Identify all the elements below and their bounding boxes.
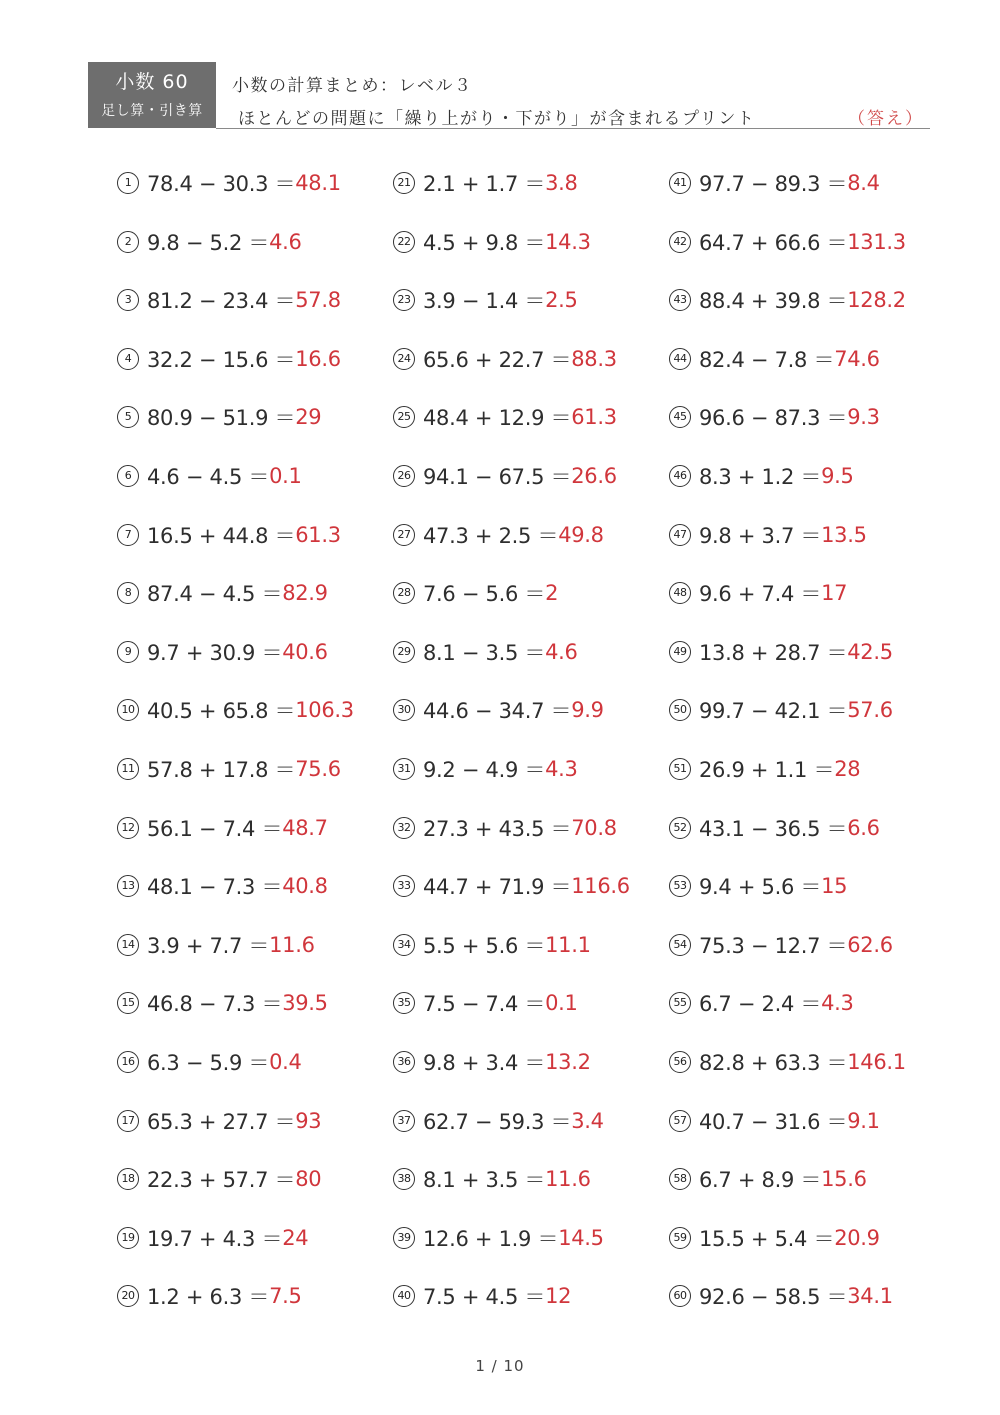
problem-item <box>117 749 341 789</box>
problem-answer: 13.2 <box>545 1050 591 1074</box>
problem-item <box>669 163 880 203</box>
problem-expression: 94.1 − 67.5 ＝ <box>423 465 572 489</box>
problem-number: 4 <box>117 348 139 370</box>
problem-number: 18 <box>117 1168 139 1190</box>
problem-expression: 12.6 + 1.9 ＝ <box>423 1226 559 1251</box>
problem-number: 13 <box>117 875 139 897</box>
problem-expression: 44.6 − 34.7 ＝ <box>423 699 572 724</box>
problem-number: 28 <box>393 582 415 604</box>
problem-answer: 128.2 <box>847 288 906 313</box>
problem-answer: 9.9 <box>571 698 604 723</box>
problem-answer: 28 <box>834 757 861 781</box>
problem-number: 17 <box>117 1110 139 1132</box>
problem-item <box>117 1218 308 1258</box>
problem-item <box>669 339 880 379</box>
problem-number: 46 <box>669 465 691 487</box>
problem-answer: 2 <box>545 581 559 606</box>
problem-expression: 9.8 − 5.2 ＝ <box>147 230 270 255</box>
problem-answer: 57.8 <box>295 288 341 313</box>
problem-expression: 82.8 + 63.3 ＝ <box>699 1051 848 1075</box>
problem-expression: 75.3 − 12.7 ＝ <box>699 933 848 958</box>
problem-answer: 16.6 <box>295 346 341 371</box>
problem-answer: 20.9 <box>834 1225 880 1250</box>
problem-expression: 9.7 + 30.9 ＝ <box>147 640 283 665</box>
problem-expression: 92.6 − 58.5 ＝ <box>699 1285 848 1310</box>
problem-expression: 81.2 − 23.4 ＝ <box>147 289 296 314</box>
problem-expression: 48.4 + 12.9 ＝ <box>423 406 572 431</box>
problem-number: 51 <box>669 758 691 780</box>
problem-number: 24 <box>393 348 415 370</box>
problem-number: 53 <box>669 875 691 897</box>
problem-item <box>669 573 847 613</box>
problem-number: 37 <box>393 1110 415 1132</box>
level-badge <box>88 62 216 128</box>
problem-answer: 61.3 <box>295 522 341 547</box>
problem-answer: 61.3 <box>571 405 617 430</box>
problem-expression: 96.6 − 87.3 ＝ <box>699 406 848 431</box>
problem-answer: 11.6 <box>545 1167 591 1192</box>
problem-number: 30 <box>393 699 415 721</box>
problem-answer: 74.6 <box>834 346 880 371</box>
problem-expression: 2.1 + 1.7 ＝ <box>423 172 546 196</box>
problem-number: 54 <box>669 934 691 956</box>
problem-expression: 6.7 + 8.9 ＝ <box>699 1168 822 1193</box>
problem-item <box>669 925 893 965</box>
problem-expression: 16.5 + 44.8 ＝ <box>147 523 296 548</box>
problem-item <box>393 1218 604 1258</box>
problem-item <box>117 1159 321 1199</box>
problem-number: 26 <box>393 465 415 487</box>
problem-expression: 78.4 − 30.3 ＝ <box>147 172 296 196</box>
problem-expression: 56.1 − 7.4 ＝ <box>147 816 283 841</box>
problem-expression: 40.7 − 31.6 ＝ <box>699 1109 848 1134</box>
problem-number: 9 <box>117 641 139 663</box>
problem-answer: 15.6 <box>821 1167 867 1192</box>
problem-item <box>669 397 880 437</box>
problem-item <box>669 222 906 262</box>
problem-answer: 24 <box>282 1225 309 1250</box>
problem-answer: 2.5 <box>545 288 578 313</box>
problem-number: 43 <box>669 289 691 311</box>
problem-number: 5 <box>117 406 139 428</box>
problem-expression: 3.9 + 7.7 ＝ <box>147 933 270 958</box>
problem-item <box>669 632 893 672</box>
problem-expression: 64.7 + 66.6 ＝ <box>699 230 848 255</box>
problem-number: 23 <box>393 289 415 311</box>
problem-item <box>393 573 558 613</box>
problem-item <box>117 573 328 613</box>
problem-expression: 9.6 + 7.4 ＝ <box>699 582 822 607</box>
badge-subtitle: 足し算・引き算 <box>101 103 203 119</box>
problem-expression: 9.2 − 4.9 ＝ <box>423 758 546 782</box>
problem-answer: 9.1 <box>847 1108 880 1133</box>
problem-item <box>117 222 302 262</box>
problem-number: 19 <box>117 1227 139 1249</box>
problem-item <box>393 163 578 203</box>
problem-item <box>117 1042 302 1082</box>
problem-number: 21 <box>393 172 415 194</box>
problem-item <box>669 808 880 848</box>
problem-expression: 8.1 − 3.5 ＝ <box>423 640 546 665</box>
problem-number: 14 <box>117 934 139 956</box>
problem-answer: 42.5 <box>847 639 893 664</box>
problem-number: 38 <box>393 1168 415 1190</box>
problem-answer: 8.4 <box>847 171 880 195</box>
problem-number: 42 <box>669 231 691 253</box>
problem-item <box>393 925 591 965</box>
problem-item <box>393 1159 591 1199</box>
problem-item <box>669 866 847 906</box>
problem-answer: 11.6 <box>269 932 315 957</box>
problem-number: 55 <box>669 992 691 1014</box>
problem-item <box>117 1101 321 1141</box>
problem-item <box>117 690 354 730</box>
problem-answer: 3.8 <box>545 171 578 195</box>
problem-answer: 70.8 <box>571 815 617 840</box>
problem-answer: 48.7 <box>282 815 328 840</box>
problem-number: 29 <box>393 641 415 663</box>
problem-answer: 106.3 <box>295 698 354 723</box>
problem-answer: 40.6 <box>282 639 328 664</box>
problem-expression: 47.3 + 2.5 ＝ <box>423 523 559 548</box>
problem-number: 25 <box>393 406 415 428</box>
problem-item <box>117 397 321 437</box>
problem-number: 34 <box>393 934 415 956</box>
problem-answer: 3.4 <box>571 1108 604 1133</box>
problem-answer: 14.5 <box>558 1225 604 1250</box>
problem-item <box>393 690 604 730</box>
answer-key-label: （答え） <box>848 109 924 129</box>
problem-answer: 4.3 <box>821 991 854 1016</box>
problem-number: 1 <box>117 172 139 194</box>
problem-item <box>669 983 854 1023</box>
worksheet-subtitle: ほとんどの問題に「繰り上がり・下がり」が含まれるプリント <box>238 109 756 129</box>
problem-answer: 4.6 <box>269 229 302 254</box>
problem-item <box>393 280 578 320</box>
problem-item <box>117 983 328 1023</box>
problem-number: 2 <box>117 231 139 253</box>
problem-expression: 65.3 + 27.7 ＝ <box>147 1109 296 1134</box>
problem-answer: 6.6 <box>847 815 880 840</box>
problem-number: 45 <box>669 406 691 428</box>
problem-expression: 46.8 − 7.3 ＝ <box>147 992 283 1017</box>
problem-answer: 0.1 <box>269 464 302 488</box>
problem-expression: 97.7 − 89.3 ＝ <box>699 172 848 196</box>
problem-number: 10 <box>117 699 139 721</box>
problem-expression: 7.5 + 4.5 ＝ <box>423 1285 546 1310</box>
problem-number: 60 <box>669 1285 691 1307</box>
problem-expression: 3.9 − 1.4 ＝ <box>423 289 546 314</box>
problem-expression: 88.4 + 39.8 ＝ <box>699 289 848 314</box>
problem-item <box>669 280 906 320</box>
problem-item <box>117 925 315 965</box>
problem-answer: 15 <box>821 874 848 899</box>
problem-item <box>669 456 854 496</box>
problem-number: 52 <box>669 817 691 839</box>
problem-answer: 0.4 <box>269 1050 302 1074</box>
problem-number: 50 <box>669 699 691 721</box>
problem-item <box>393 397 617 437</box>
problem-item <box>669 1042 906 1082</box>
problem-item <box>117 808 328 848</box>
problem-item <box>393 222 591 262</box>
problem-item <box>669 1276 893 1316</box>
header-divider <box>216 128 930 129</box>
problem-grid <box>117 168 917 1338</box>
problem-item <box>393 808 617 848</box>
problem-number: 27 <box>393 524 415 546</box>
problem-answer: 11.1 <box>545 932 591 957</box>
problem-number: 35 <box>393 992 415 1014</box>
problem-number: 3 <box>117 289 139 311</box>
page-number: 1 / 10 <box>475 1357 525 1375</box>
problem-item <box>393 749 578 789</box>
problem-expression: 48.1 − 7.3 ＝ <box>147 875 283 900</box>
problem-item <box>393 456 617 496</box>
problem-answer: 9.3 <box>847 405 880 430</box>
problem-answer: 75.6 <box>295 757 341 781</box>
problem-expression: 8.1 + 3.5 ＝ <box>423 1168 546 1193</box>
problem-answer: 0.1 <box>545 991 578 1016</box>
problem-item <box>669 515 867 555</box>
problem-answer: 88.3 <box>571 346 617 371</box>
problem-answer: 29 <box>295 405 322 430</box>
problem-expression: 44.7 + 71.9 ＝ <box>423 875 572 900</box>
problem-expression: 43.1 − 36.5 ＝ <box>699 816 848 841</box>
problem-expression: 5.5 + 5.6 ＝ <box>423 933 546 958</box>
problem-item <box>117 280 341 320</box>
problem-answer: 62.6 <box>847 932 893 957</box>
problem-number: 59 <box>669 1227 691 1249</box>
problem-expression: 87.4 − 4.5 ＝ <box>147 582 283 607</box>
problem-item <box>117 163 341 203</box>
problem-number: 11 <box>117 758 139 780</box>
problem-item <box>669 749 860 789</box>
problem-expression: 27.3 + 43.5 ＝ <box>423 816 572 841</box>
problem-number: 7 <box>117 524 139 546</box>
problem-answer: 4.3 <box>545 757 578 781</box>
problem-expression: 22.3 + 57.7 ＝ <box>147 1168 296 1193</box>
problem-expression: 62.7 − 59.3 ＝ <box>423 1109 572 1134</box>
problem-expression: 8.3 + 1.2 ＝ <box>699 465 822 489</box>
problem-number: 49 <box>669 641 691 663</box>
problem-answer: 93 <box>295 1108 322 1133</box>
problem-item <box>669 1218 880 1258</box>
problem-expression: 65.6 + 22.7 ＝ <box>423 347 572 372</box>
problem-number: 31 <box>393 758 415 780</box>
problem-number: 20 <box>117 1285 139 1307</box>
problem-answer: 49.8 <box>558 522 604 547</box>
problem-number: 47 <box>669 524 691 546</box>
problem-expression: 19.7 + 4.3 ＝ <box>147 1226 283 1251</box>
problem-number: 33 <box>393 875 415 897</box>
problem-item <box>393 1042 591 1082</box>
problem-expression: 9.4 + 5.6 ＝ <box>699 875 822 900</box>
problem-answer: 12 <box>545 1284 572 1309</box>
problem-answer: 82.9 <box>282 581 328 606</box>
problem-number: 40 <box>393 1285 415 1307</box>
problem-number: 58 <box>669 1168 691 1190</box>
problem-number: 15 <box>117 992 139 1014</box>
problem-expression: 13.8 + 28.7 ＝ <box>699 640 848 665</box>
problem-number: 56 <box>669 1051 691 1073</box>
problem-answer: 131.3 <box>847 229 906 254</box>
problem-item <box>117 456 302 496</box>
problem-number: 6 <box>117 465 139 487</box>
problem-item <box>669 1159 867 1199</box>
problem-item <box>393 339 617 379</box>
problem-item <box>393 515 604 555</box>
problem-number: 48 <box>669 582 691 604</box>
problem-answer: 146.1 <box>847 1050 906 1074</box>
worksheet-header <box>88 62 930 130</box>
problem-number: 39 <box>393 1227 415 1249</box>
problem-expression: 57.8 + 17.8 ＝ <box>147 758 296 782</box>
problem-item <box>117 1276 302 1316</box>
problem-expression: 82.4 − 7.8 ＝ <box>699 347 835 372</box>
problem-expression: 26.9 + 1.1 ＝ <box>699 758 835 782</box>
problem-number: 36 <box>393 1051 415 1073</box>
problem-expression: 40.5 + 65.8 ＝ <box>147 699 296 724</box>
problem-answer: 48.1 <box>295 171 341 195</box>
problem-answer: 26.6 <box>571 464 617 488</box>
problem-answer: 39.5 <box>282 991 328 1016</box>
problem-number: 41 <box>669 172 691 194</box>
problem-number: 8 <box>117 582 139 604</box>
problem-answer: 14.3 <box>545 229 591 254</box>
problem-expression: 99.7 − 42.1 ＝ <box>699 699 848 724</box>
problem-answer: 116.6 <box>571 874 630 899</box>
problem-number: 44 <box>669 348 691 370</box>
problem-number: 16 <box>117 1051 139 1073</box>
problem-item <box>393 1276 571 1316</box>
problem-item <box>669 1101 880 1141</box>
problem-item <box>393 632 578 672</box>
problem-expression: 15.5 + 5.4 ＝ <box>699 1226 835 1251</box>
problem-number: 32 <box>393 817 415 839</box>
problem-answer: 9.5 <box>821 464 854 488</box>
problem-expression: 4.5 + 9.8 ＝ <box>423 230 546 255</box>
problem-expression: 6.3 − 5.9 ＝ <box>147 1051 270 1075</box>
problem-item <box>669 690 893 730</box>
problem-expression: 80.9 − 51.9 ＝ <box>147 406 296 431</box>
problem-answer: 13.5 <box>821 522 867 547</box>
problem-expression: 9.8 + 3.7 ＝ <box>699 523 822 548</box>
problem-answer: 40.8 <box>282 874 328 899</box>
problem-answer: 80 <box>295 1167 322 1192</box>
problem-expression: 7.5 − 7.4 ＝ <box>423 992 546 1017</box>
problem-answer: 57.6 <box>847 698 893 723</box>
problem-item <box>117 339 341 379</box>
problem-expression: 1.2 + 6.3 ＝ <box>147 1285 270 1310</box>
worksheet-title: 小数の計算まとめ：レベル３ <box>232 76 473 96</box>
problem-expression: 4.6 − 4.5 ＝ <box>147 465 270 489</box>
problem-expression: 9.8 + 3.4 ＝ <box>423 1051 546 1075</box>
problem-item <box>393 866 630 906</box>
problem-expression: 7.6 − 5.6 ＝ <box>423 582 546 607</box>
problem-number: 57 <box>669 1110 691 1132</box>
problem-item <box>393 983 578 1023</box>
badge-title: 小数 60 <box>115 71 189 93</box>
problem-item <box>117 866 328 906</box>
problem-item <box>393 1101 604 1141</box>
problem-answer: 34.1 <box>847 1284 893 1309</box>
problem-answer: 4.6 <box>545 639 578 664</box>
problem-number: 12 <box>117 817 139 839</box>
problem-item <box>117 515 341 555</box>
problem-expression: 6.7 − 2.4 ＝ <box>699 992 822 1017</box>
problem-item <box>117 632 328 672</box>
problem-expression: 32.2 − 15.6 ＝ <box>147 347 296 372</box>
problem-answer: 17 <box>821 581 848 606</box>
problem-answer: 7.5 <box>269 1284 302 1309</box>
problem-number: 22 <box>393 231 415 253</box>
